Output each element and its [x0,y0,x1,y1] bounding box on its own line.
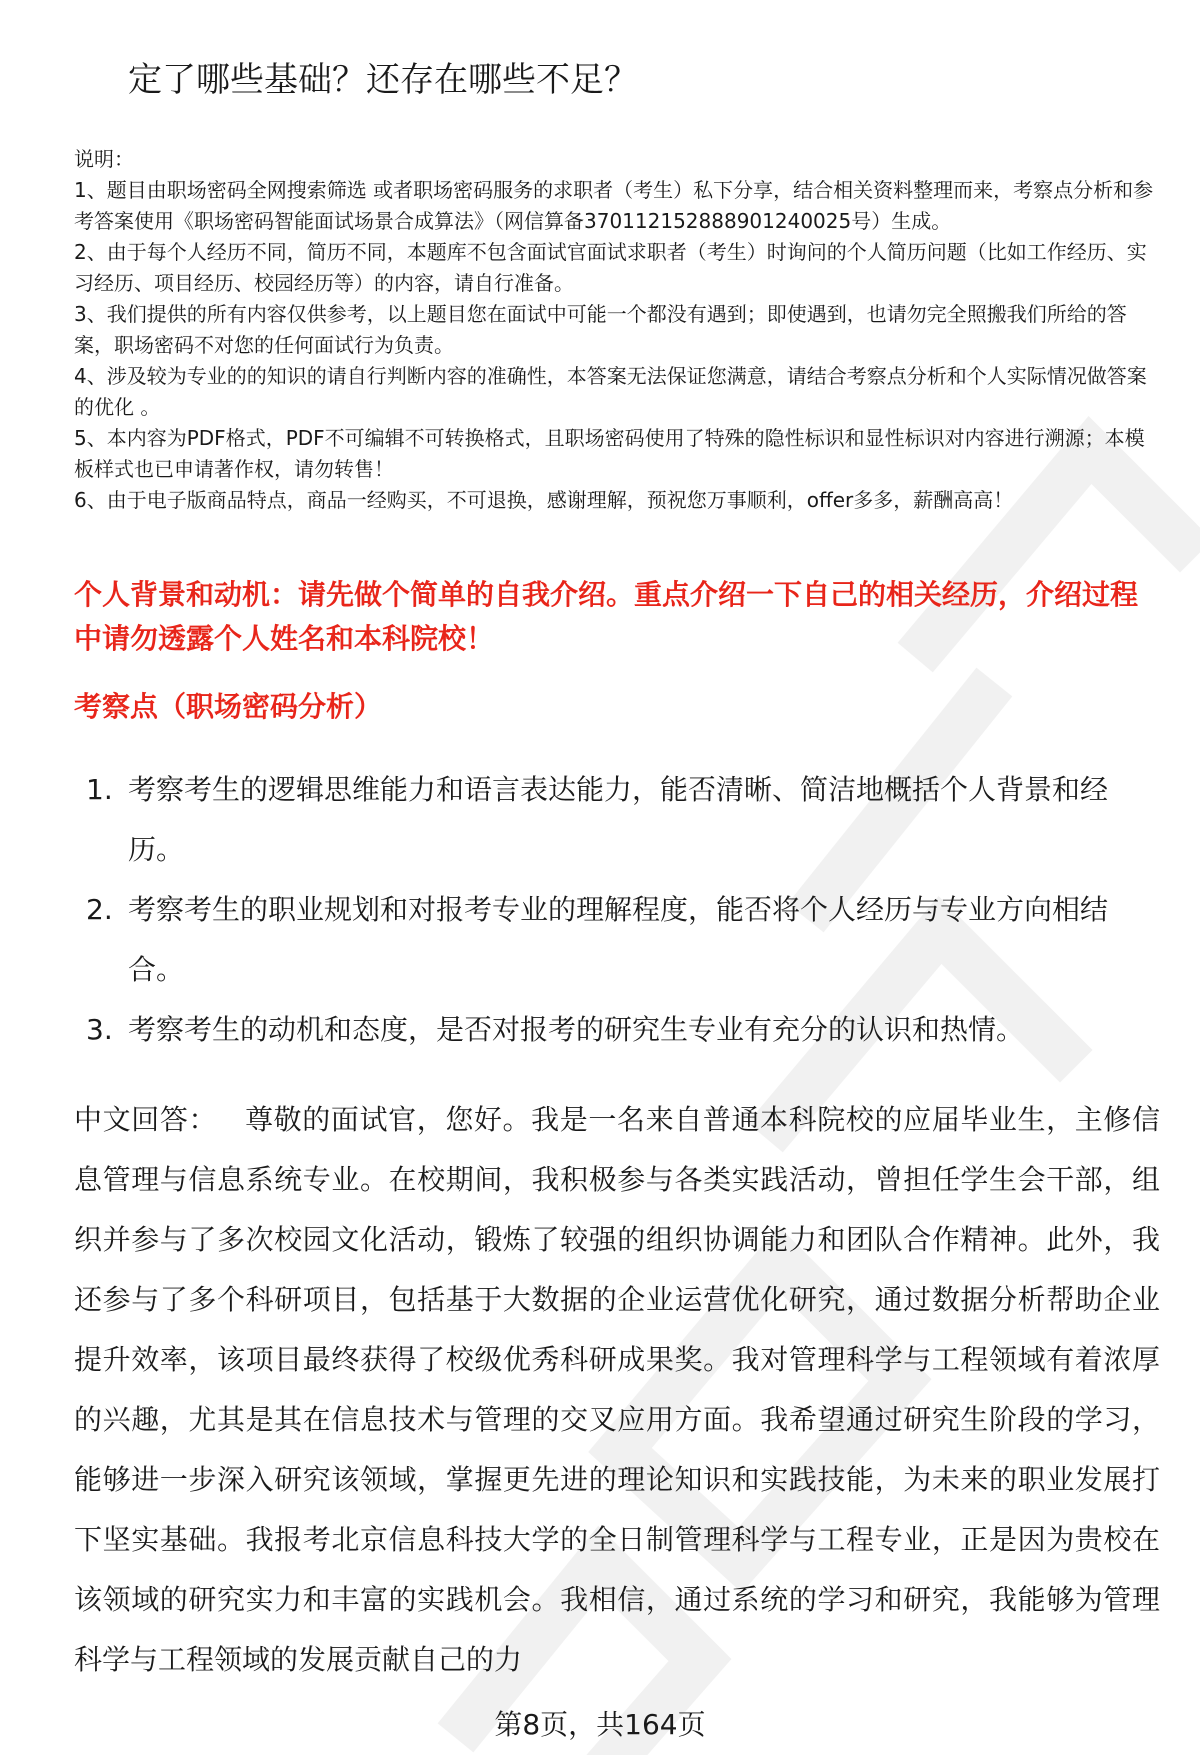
answer-paragraph [74,1090,1160,1690]
continued-question-heading: 定了哪些基础？还存在哪些不足？ [128,60,638,100]
answer-text: 尊敬的面试官，您好。我是一名来自普通本科院校的应届毕业生，主修信息管理与信息系统专业。在校期间，我积极参与各类实践活动，曾担任学生会干部，组织并参与了多次校园文化活动，锻炼了较强的组织协调能力和团队合作精神。此外，我还参与了多个科研项目，包括基于大数据的企业运营优化研究，通过数据分析帮助企业提升效率，该项目最终获得了校级优秀科研成果奖。我对管理科学与工程领域有着浓厚的兴趣，尤其是其在信息技术与管理的交叉应用方面。我希望通过研究生阶段的学习，能够进一步深入研究该领域，掌握更先进的理论知识和实践技能，为未来的职业发展打下坚实基础。我报考北京信息科技大学的全日制管理科学与工程专业，正是因为贵校在该领域的研究实力和丰富的实践机会。我相信，通过系统的学习和研究，我能够为管理科学与工程领域的发展贡献自己的力 [74,1103,1160,1676]
list-item-text: 考察考生的职业规划和对报考专业的理解程度，能否将个人经历与专业方向相结合。 [128,893,1109,986]
analysis-points-list [74,760,1160,1060]
page-number: 第8页，共164页 [494,1708,706,1741]
note-item: 2、由于每个人经历不同，简历不同，本题库不包含面试官面试求职者（考生）时询问的个人简历问题（比如工作经历、实习经历、项目经历、校园经历等）的内容，请自行准备。 [74,240,1147,295]
notes-title: 说明： [74,147,134,171]
list-item-number: 2. [86,893,113,926]
note-item: 1、题目由职场密码全网搜索筛选 或者职场密码服务的求职者（考生）私下分享，结合相关资料整理而来，考察点分析和参考答案使用《职场密码智能面试场景合成算法》（网信算备370112152888901240025号）生成。 [74,178,1154,233]
note-item: 6、由于电子版商品特点，商品一经购买，不可退换，感谢理解，预祝您万事顺利，offer多多，薪酬高高！ [74,488,1014,512]
notes-section [74,144,1160,516]
list-item-text: 考察考生的逻辑思维能力和语言表达能力，能否清晰、简洁地概括个人背景和经历。 [128,773,1109,866]
note-item: 3、我们提供的所有内容仅供参考，以上题目您在面试中可能一个都没有遇到；即使遇到，也请勿完全照搬我们所给的答案，职场密码不对您的任何面试行为负责。 [74,302,1127,357]
list-item-number: 1. [86,773,113,806]
list-item [74,1000,1160,1060]
list-item-text: 考察考生的动机和态度，是否对报考的研究生专业有充分的认识和热情。 [128,1013,1025,1046]
note-item: 5、本内容为PDF格式，PDF不可编辑不可转换格式，且职场密码使用了特殊的隐性标识和显性标识对内容进行溯源；本模板样式也已申请著作权，请勿转售！ [74,426,1145,481]
list-item [74,760,1160,880]
list-item-number: 3. [86,1013,113,1046]
note-item: 4、涉及较为专业的的知识的请自行判断内容的准确性，本答案无法保证您满意，请结合考察点分析和个人实际情况做答案的优化 。 [74,364,1147,419]
list-item [74,880,1160,1000]
question-title: 个人背景和动机：请先做个简单的自我介绍。重点介绍一下自己的相关经历，介绍过程中请勿透露个人姓名和本科院校！ [74,578,1139,655]
answer-label: 中文回答： [74,1103,218,1136]
analysis-heading: 考察点（职场密码分析） [74,690,383,723]
